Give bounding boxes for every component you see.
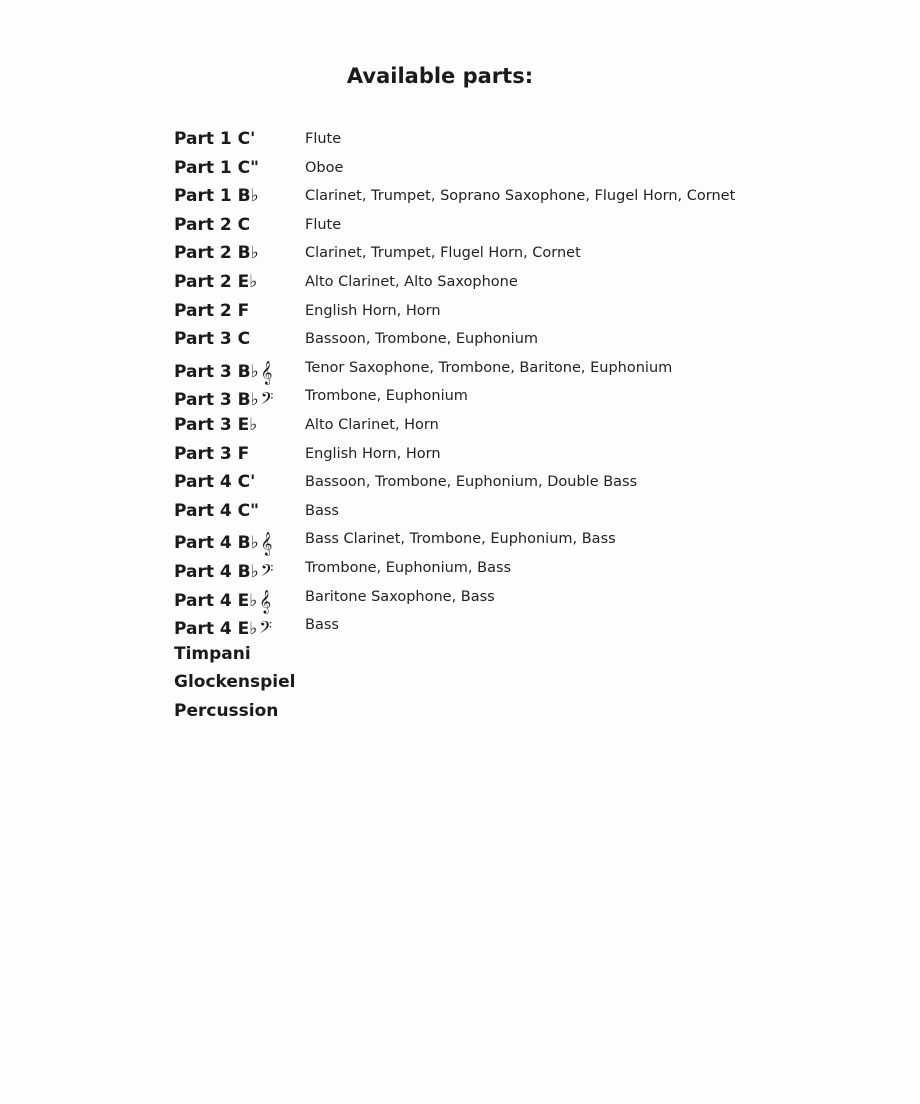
part-row: [174, 441, 814, 470]
part-row: [174, 698, 814, 727]
part-name-text: Part 2 E♭: [174, 271, 258, 292]
part-row: [174, 498, 814, 527]
part-row: [174, 298, 814, 327]
part-instruments: Flute: [305, 216, 342, 233]
part-instruments: Bassoon, Trombone, Euphonium, Double Bass: [305, 474, 638, 491]
part-name-text: Part 4 E♭: [174, 619, 258, 640]
part-name-text: Part 3 B♭: [174, 361, 259, 382]
part-name: [174, 501, 259, 521]
part-name-text: Part 2 B♭: [174, 243, 259, 264]
part-name-text: Part 3 C: [174, 329, 251, 350]
part-name: [174, 329, 250, 349]
part-row: [174, 584, 814, 613]
part-row: [174, 355, 814, 384]
bass-clef-icon: 𝄢: [260, 559, 274, 584]
part-row: [174, 612, 814, 641]
part-name-text: Part 3 E♭: [174, 414, 258, 435]
part-row: [174, 526, 814, 555]
part-row: [174, 240, 814, 269]
treble-clef-icon: 𝄞: [260, 359, 273, 384]
part-name-text: Timpani: [174, 643, 251, 664]
part-name: [174, 644, 251, 664]
treble-clef-icon: 𝄞: [260, 531, 273, 556]
part-name: [174, 444, 249, 464]
part-name-text: Percussion: [174, 700, 279, 721]
part-row: [174, 641, 814, 670]
part-name-text: Part 1 B♭: [174, 186, 259, 207]
part-name: [174, 587, 271, 611]
part-name: [174, 472, 255, 492]
treble-clef-icon: 𝄞: [259, 588, 272, 613]
page-title: Available parts:: [346, 64, 534, 88]
part-row: [174, 212, 814, 241]
part-instruments: Alto Clarinet, Alto Saxophone: [305, 273, 518, 290]
part-row: [174, 155, 814, 184]
part-row: [174, 469, 814, 498]
part-row: [174, 126, 814, 155]
part-name: [174, 186, 259, 206]
part-row: [174, 269, 814, 298]
part-name: [174, 158, 259, 178]
part-instruments: Trombone, Euphonium, Bass: [305, 559, 512, 576]
part-name-text: Part 2 F: [174, 300, 250, 321]
part-instruments: Clarinet, Trumpet, Flugel Horn, Cornet: [305, 245, 581, 262]
part-name: [174, 129, 255, 149]
part-name: [174, 358, 272, 382]
part-instruments: English Horn, Horn: [305, 302, 441, 319]
part-instruments: Trombone, Euphonium: [305, 388, 468, 405]
part-name: [174, 386, 274, 413]
part-name-text: Part 3 B♭: [174, 390, 259, 411]
part-name-text: Part 3 F: [174, 443, 250, 464]
part-name: [174, 301, 249, 321]
part-instruments: Bassoon, Trombone, Euphonium: [305, 331, 539, 348]
part-name: [174, 672, 296, 692]
part-instruments: Clarinet, Trumpet, Soprano Saxophone, Flugel Horn, Cornet: [305, 188, 736, 205]
part-name-text: Part 4 C': [174, 472, 256, 493]
part-instruments: Bass: [305, 617, 339, 634]
part-name-text: Part 2 C: [174, 214, 251, 235]
part-name-text: Part 1 C': [174, 129, 256, 149]
part-instruments: Alto Clarinet, Horn: [305, 416, 439, 433]
part-instruments: Baritone Saxophone, Bass: [305, 588, 495, 605]
part-instruments: Bass Clarinet, Trombone, Euphonium, Bass: [305, 531, 616, 548]
part-row: [174, 412, 814, 441]
part-row: [174, 669, 814, 698]
part-name: [174, 243, 259, 263]
part-name-text: Part 4 C": [174, 500, 259, 521]
part-name-text: Part 1 C": [174, 157, 259, 178]
part-name: [174, 415, 257, 435]
part-name: [174, 215, 250, 235]
part-name-text: Part 4 B♭: [174, 561, 259, 582]
part-instruments: English Horn, Horn: [305, 445, 441, 462]
part-instruments: Tenor Saxophone, Trombone, Baritone, Euphonium: [305, 359, 673, 376]
part-name: [174, 529, 273, 556]
part-row: [174, 326, 814, 355]
parts-list: [174, 126, 814, 726]
part-row: [174, 555, 814, 584]
part-name-text: Part 4 E♭: [174, 590, 258, 611]
bass-clef-icon: 𝄢: [259, 617, 273, 642]
part-name: [174, 615, 273, 642]
part-row: [174, 183, 814, 212]
part-instruments: Bass: [305, 502, 339, 519]
part-name-text: Glockenspiel: [174, 672, 296, 693]
part-instruments: Oboe: [305, 159, 344, 176]
part-instruments: Flute: [305, 131, 342, 147]
part-row: [174, 383, 814, 412]
part-name: [174, 272, 257, 292]
part-name: [174, 558, 274, 582]
part-name-text: Part 4 B♭: [174, 533, 259, 554]
bass-clef-icon: 𝄢: [260, 388, 274, 413]
part-name: [174, 701, 278, 721]
